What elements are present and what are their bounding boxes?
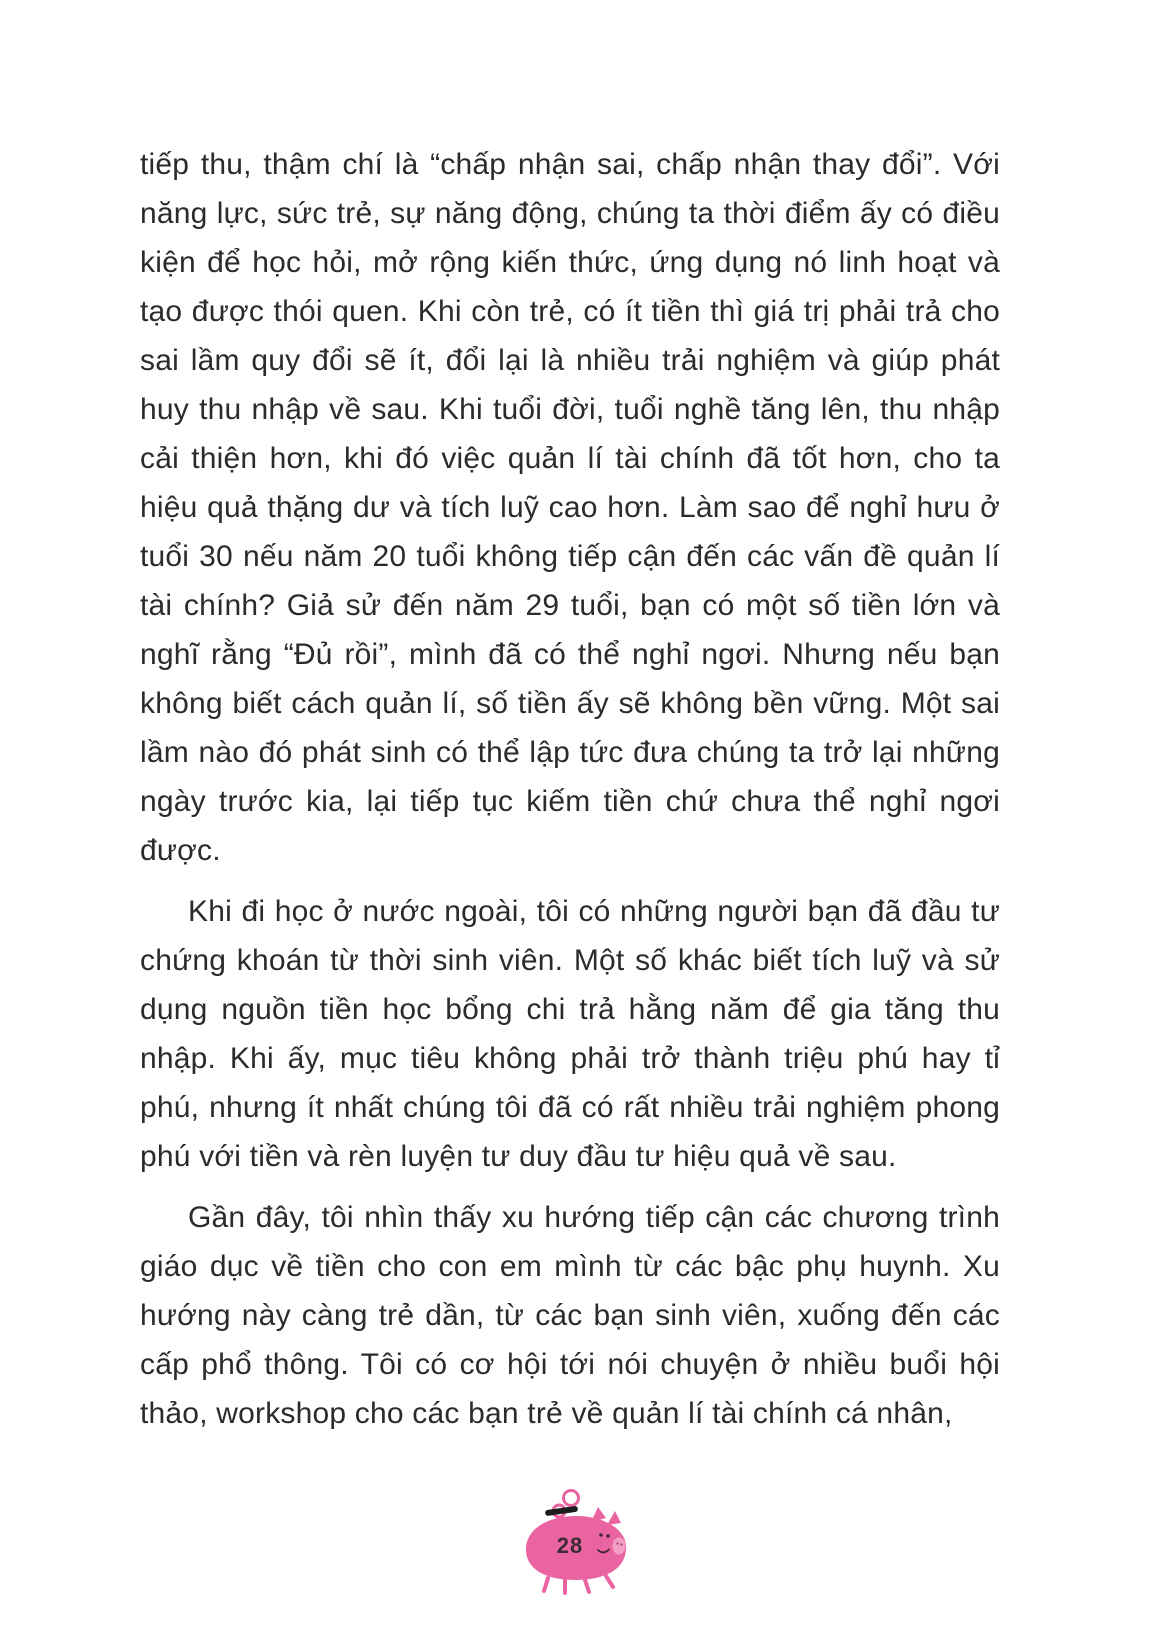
body-text [140, 140, 1000, 1438]
paragraph: Khi đi học ở nước ngoài, tôi có những người bạn đã đầu tư chứng khoán từ thời sinh viên. Một số khác biết tích luỹ và sử dụng nguồn tiền học bổng chi trả hằng năm để gia tăng thu nhập. Khi ấy, mục tiêu không phải trở thành triệu phú hay tỉ phú, nhưng ít nhất chúng tôi đã có rất nhiều trải nghiệm phong phú với tiền và rèn luyện tư duy đầu tư hiệu quả về sau. [140, 895, 1000, 1173]
paragraph: Gần đây, tôi nhìn thấy xu hướng tiếp cận các chương trình giáo dục về tiền cho con em mình từ các bậc phụ huynh. Xu hướng này càng trẻ dần, từ các bạn sinh viên, xuống đến các cấp phổ thông. Tôi có cơ hội tới nói chuyện ở nhiều buổi hội thảo, workshop cho các bạn trẻ về quản lí tài chính cá nhân, [140, 1201, 1000, 1430]
paragraph: tiếp thu, thậm chí là “chấp nhận sai, chấp nhận thay đổi”. Với năng lực, sức trẻ, sự năng động, chúng ta thời điểm ấy có điều kiện để học hỏi, mở rộng kiến thức, ứng dụng nó linh hoạt và tạo được thói quen. Khi còn trẻ, có ít tiền thì giá trị phải trả cho sai lầm quy đổi sẽ ít, đổi lại là nhiều trải nghiệm và giúp phát huy thu nhập về sau. Khi tuổi đời, tuổi nghề tăng lên, thu nhập cải thiện hơn, khi đó việc quản lí tài chính đã tốt hơn, cho ta hiệu quả thặng dư và tích luỹ cao hơn. Làm sao để nghỉ hưu ở tuổi 30 nếu năm 20 tuổi không tiếp cận đến các vấn đề quản lí tài chính? Giả sử đến năm 29 tuổi, bạn có một số tiền lớn và nghĩ rằng “Đủ rồi”, mình đã có thể nghỉ ngơi. Nhưng nếu bạn không biết cách quản lí, số tiền ấy sẽ không bền vững. Một sai lầm nào đó phát sinh có thể lập tức đưa chúng ta trở lại những ngày trước kia, lại tiếp tục kiếm tiền chứ chưa thể nghỉ ngơi được. [140, 148, 1000, 867]
page-number: 28 [556, 1533, 584, 1558]
page-number-pig [505, 1478, 655, 1628]
